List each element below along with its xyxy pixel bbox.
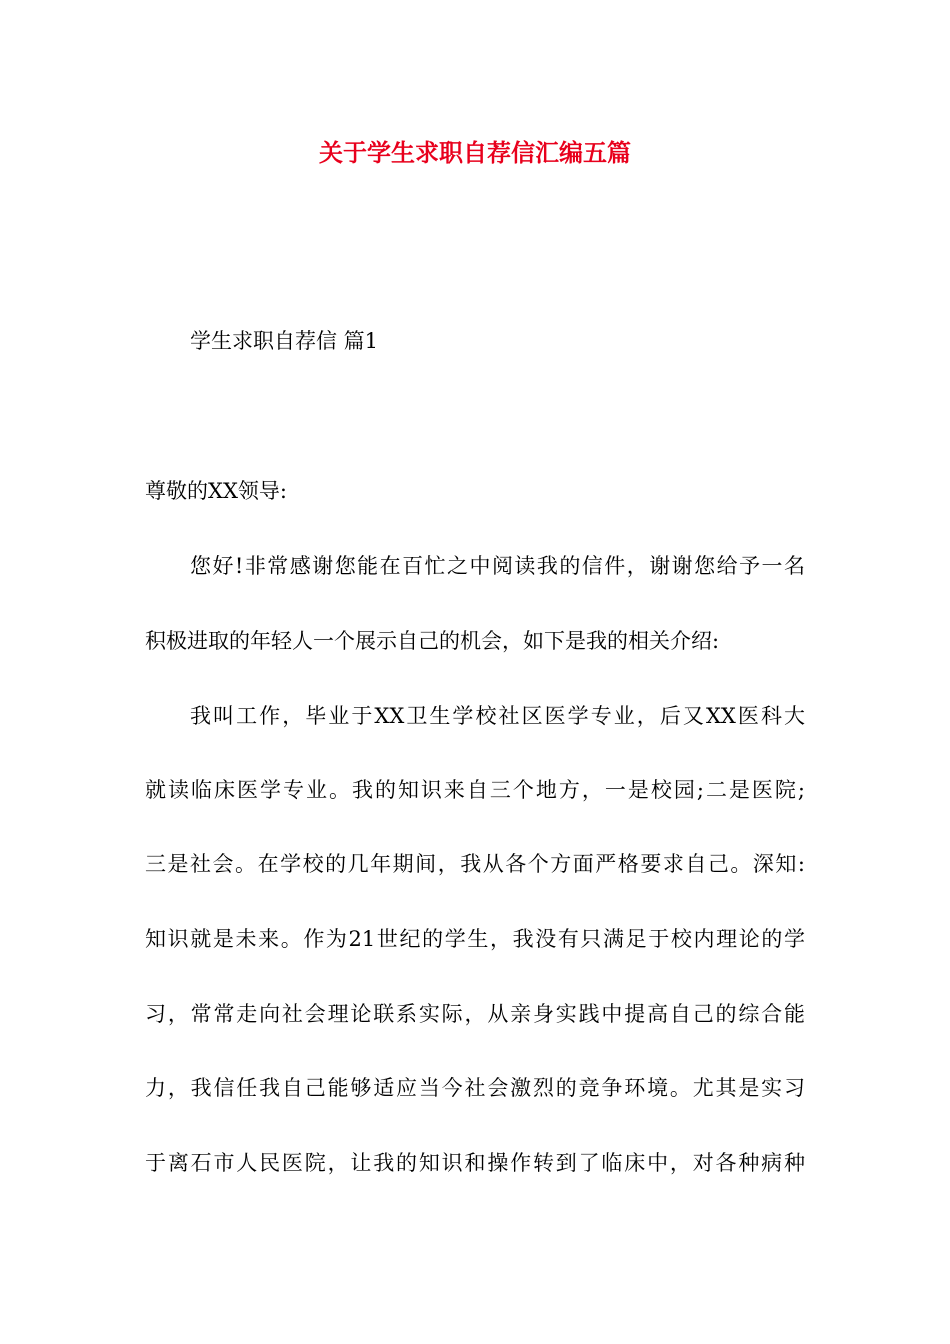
paragraph-line: 您好!非常感谢您能在百忙之中阅读我的信件，谢谢您给予一名	[190, 554, 805, 578]
section-heading: 学生求职自荐信 篇1	[190, 329, 379, 353]
paragraph-line: 力，我信任我自己能够适应当今社会激烈的竞争环境。尤其是实习	[145, 1076, 805, 1100]
salutation: 尊敬的XX领导:	[145, 479, 287, 503]
paragraph-line: 我叫工作，毕业于XX卫生学校社区医学专业，后又XX医科大	[190, 704, 805, 728]
paragraph-line: 知识就是未来。作为21世纪的学生，我没有只满足于校内理论的学	[145, 927, 805, 951]
paragraph-line: 三是社会。在学校的几年期间，我从各个方面严格要求自己。深知:	[145, 852, 805, 876]
paragraph-line: 积极进取的年轻人一个展示自己的机会，如下是我的相关介绍:	[145, 629, 720, 653]
paragraph-line: 于离石市人民医院，让我的知识和操作转到了临床中，对各种病种	[145, 1151, 805, 1175]
paragraph-line: 就读临床医学专业。我的知识来自三个地方，一是校园;二是医院;	[145, 778, 805, 802]
paragraph-line: 习，常常走向社会理论联系实际，从亲身实践中提高自己的综合能	[145, 1002, 805, 1026]
document-title: 关于学生求职自荐信汇编五篇	[319, 138, 631, 167]
